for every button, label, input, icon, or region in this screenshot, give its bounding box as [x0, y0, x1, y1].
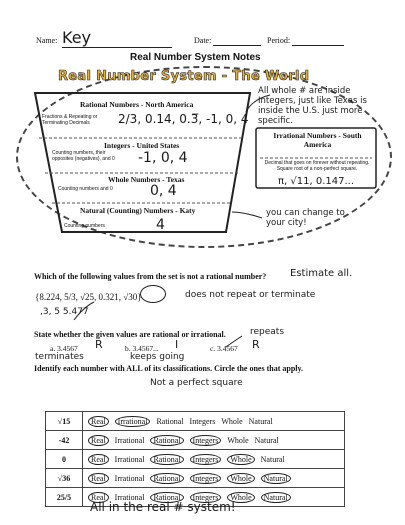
- q1-prompt: Which of the following values from the set is not a rational number?: [34, 272, 267, 281]
- integers-label: Integers - United States: [104, 141, 180, 150]
- option-real[interactable]: Real: [88, 435, 109, 446]
- q2-item-a: a. 3.4567: [50, 344, 78, 353]
- row-number: -42: [46, 431, 83, 450]
- row-number: 25/5: [46, 488, 83, 507]
- row-number: 0: [46, 450, 83, 469]
- whole-desc: Counting numbers and 0: [58, 186, 113, 192]
- banner-title: Real Number System - The World: [58, 69, 310, 84]
- q1-set: {8.224, 5/3, √25, 0.321, √30}: [35, 292, 142, 302]
- q2-prompt: State whether the given values are rational or irrational.: [34, 330, 226, 339]
- row-options: [83, 431, 345, 450]
- rational-examples: 2/3, 0.14, 0.3̅, -1, 0, 4: [118, 112, 249, 126]
- option-integers[interactable]: Integers: [190, 435, 222, 446]
- name-value: Key: [62, 28, 172, 48]
- integers-desc: Counting numbers, their opposites (negatives), and 0: [52, 150, 115, 162]
- row-options: [83, 469, 345, 488]
- table-row: [46, 431, 345, 450]
- option-irrational[interactable]: Irrational: [114, 454, 145, 464]
- option-rational[interactable]: Rational: [150, 454, 183, 465]
- row-options: [83, 450, 345, 469]
- option-whole[interactable]: Whole: [227, 435, 249, 445]
- period-label: Period:: [267, 36, 291, 45]
- top-annotation: All whole # are inside Integers, just like Texas is inside the U.S. just more specific.: [258, 86, 367, 126]
- natural-examples: 4: [156, 217, 165, 233]
- option-rational[interactable]: Rational: [156, 416, 184, 426]
- q1-hand: Estimate all.: [290, 268, 353, 279]
- natural-desc: Counting numbers: [64, 223, 105, 229]
- rational-desc: Fractions & Repeating or Terminating Decimals: [42, 114, 98, 126]
- option-natural[interactable]: Natural: [260, 454, 285, 464]
- option-rational[interactable]: Rational: [150, 435, 183, 446]
- row-number: √36: [46, 469, 83, 488]
- q1-note: does not repeat or terminate: [185, 290, 316, 300]
- option-real[interactable]: Real: [88, 416, 109, 427]
- option-irrational[interactable]: Irrational: [114, 492, 145, 502]
- footer-note: All in the real # system!: [90, 500, 236, 514]
- option-rational[interactable]: Rational: [150, 473, 183, 484]
- q1-circle: [140, 285, 166, 303]
- page-title: Real Number System Notes: [130, 52, 261, 63]
- q2-answer-a: R: [95, 338, 103, 351]
- q3-prompt: Identify each number with ALL of its classifications. Circle the ones that apply.: [34, 364, 304, 373]
- table-row: [46, 450, 345, 469]
- option-real[interactable]: Real: [88, 454, 109, 465]
- row-options: [83, 412, 345, 431]
- irrational-desc: Decimal that goes on forever without repeating. Square root of a non-perfect square.: [264, 160, 370, 172]
- q2-item-c: c. 3.4567: [210, 344, 238, 353]
- option-rational[interactable]: Rational: [150, 492, 183, 503]
- row-number: √15: [46, 412, 83, 431]
- option-irrational[interactable]: Irrational: [114, 435, 145, 445]
- q1-work: ,3, 5 5.477: [40, 307, 89, 317]
- option-whole[interactable]: Whole: [227, 473, 254, 484]
- q3-hand-top: Not a perfect square: [150, 378, 243, 388]
- option-whole[interactable]: Whole: [227, 454, 254, 465]
- option-real[interactable]: Real: [88, 492, 109, 503]
- option-integers[interactable]: Integers: [190, 454, 222, 465]
- q2-hand-top: repeats: [250, 327, 285, 337]
- option-integers[interactable]: Integers: [190, 473, 222, 484]
- side-annotation: you can change to your city!: [266, 208, 345, 228]
- option-whole[interactable]: Whole: [221, 416, 243, 426]
- natural-label: Natural (Counting) Numbers - Katy: [80, 206, 196, 215]
- rational-label: Rational Numbers - North America: [80, 100, 194, 109]
- q2-item-b: b. 3.4567...: [125, 344, 159, 353]
- q2-answer-c: R: [252, 338, 260, 351]
- option-integers[interactable]: Integers: [190, 492, 222, 503]
- option-natural[interactable]: Natural: [261, 473, 291, 484]
- integers-examples: -1, 0, 4: [138, 150, 188, 166]
- option-irrational[interactable]: Irrational: [114, 473, 145, 483]
- option-integers[interactable]: Integers: [189, 416, 216, 426]
- option-natural[interactable]: Natural: [261, 492, 291, 503]
- table-row: [46, 469, 345, 488]
- q2-hand-b: keeps going: [130, 352, 185, 362]
- option-whole[interactable]: Whole: [227, 492, 254, 503]
- q2-hand-a: terminates: [35, 352, 84, 362]
- option-natural[interactable]: Natural: [254, 435, 279, 445]
- option-real[interactable]: Real: [88, 473, 109, 484]
- name-label: Name:: [36, 36, 58, 45]
- option-irrational[interactable]: Irrational: [115, 416, 151, 427]
- option-natural[interactable]: Natural: [248, 416, 273, 426]
- q2-answer-b: I: [175, 338, 179, 351]
- table-row: [46, 412, 345, 431]
- whole-label: Whole Numbers - Texas: [108, 175, 185, 184]
- date-label: Date:: [194, 36, 212, 45]
- whole-examples: 0, 4: [150, 183, 177, 199]
- classification-table: [45, 411, 345, 507]
- irrational-label: Irrational Numbers - South America: [273, 131, 362, 149]
- irrational-examples: π, √11, 0.147...: [278, 176, 354, 187]
